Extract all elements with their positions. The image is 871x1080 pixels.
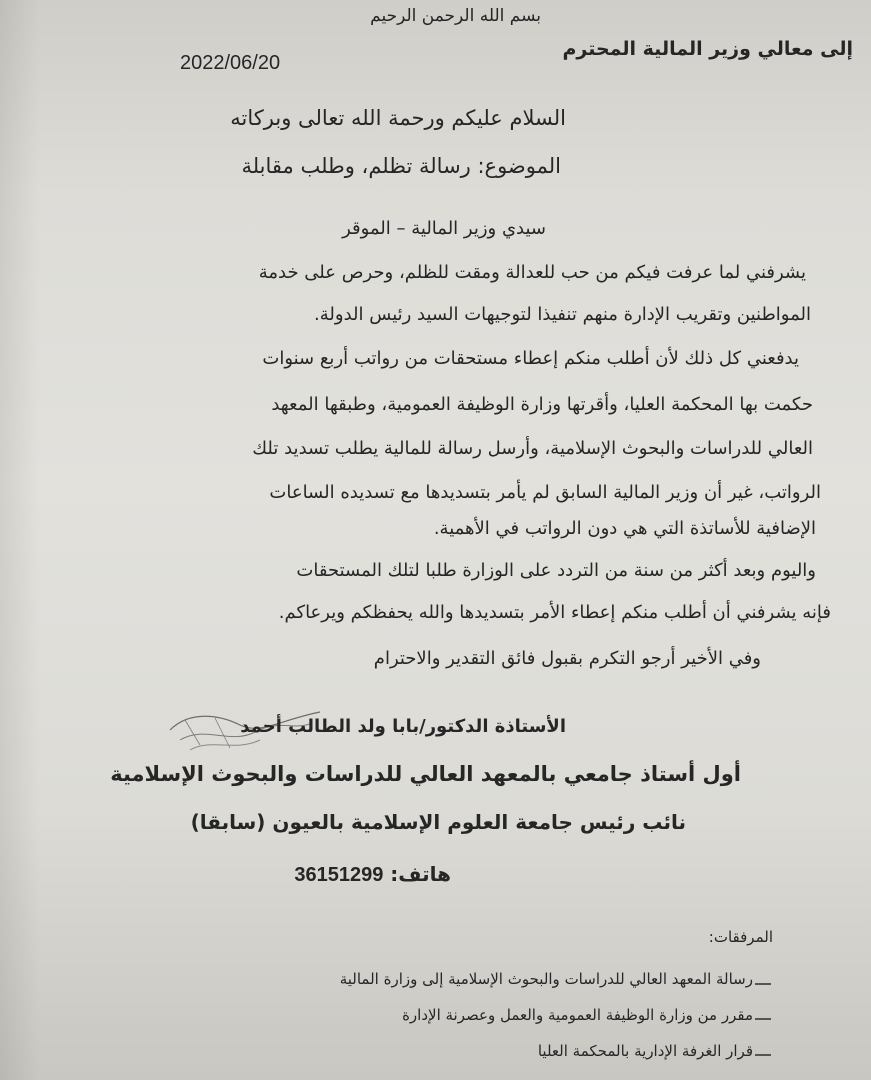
page-shadow bbox=[0, 0, 40, 1080]
attachment-bullet bbox=[755, 1054, 771, 1056]
attachment-item: قرار الغرفة الإدارية بالمحكمة العليا bbox=[537, 1042, 753, 1060]
subject-line: الموضوع: رسالة تظلم، وطلب مقابلة bbox=[241, 154, 561, 178]
phone-label: هاتف: bbox=[390, 862, 451, 886]
addressee: إلى معالي وزير المالية المحترم bbox=[562, 38, 853, 60]
paragraph-2-line-5: الإضافية للأساتذة التي هي دون الرواتب في الأهمية. bbox=[433, 518, 816, 539]
attachment-item: مقرر من وزارة الوظيفة العمومية والعمل وعصرنة الإدارة bbox=[402, 1006, 753, 1024]
signer-title-2: نائب رئيس جامعة العلوم الإسلامية بالعيون (سابقا) bbox=[190, 810, 686, 834]
paragraph-2-line-2: حكمت بها المحكمة العليا، وأقرتها وزارة الوظيفة العمومية، وطبقها المعهد bbox=[271, 394, 813, 415]
attachment-bullet bbox=[755, 983, 771, 985]
paragraph-3-line-2: فإنه يشرفني أن أطلب منكم إعطاء الأمر بتسديدها والله يحفظكم ويرعاكم. bbox=[278, 602, 831, 623]
attachment-bullet bbox=[755, 1018, 771, 1020]
paragraph-2-line-4: الرواتب، غير أن وزير المالية السابق لم يأمر بتسديدها مع تسديده الساعات bbox=[269, 482, 821, 503]
phone-line bbox=[294, 862, 451, 887]
signer-name: الأستاذة الدكتور/بابا ولد الطالب أحمد bbox=[240, 716, 566, 737]
phone-number: 36151299 bbox=[294, 864, 384, 886]
paragraph-2-line-3: العالي للدراسات والبحوث الإسلامية، وأرسل رسالة للمالية يطلب تسديد تلك bbox=[252, 438, 813, 459]
attachments-heading: المرفقات: bbox=[708, 928, 773, 946]
basmala: بسم الله الرحمن الرحيم bbox=[370, 6, 541, 26]
signer-title-1: أول أستاذ جامعي بالمعهد العالي للدراسات والبحوث الإسلامية bbox=[110, 762, 741, 786]
paragraph-1-line-2: المواطنين وتقريب الإدارة منهم تنفيذا لتوجيهات السيد رئيس الدولة. bbox=[314, 304, 811, 325]
salutation: سيدي وزير المالية – الموقر bbox=[342, 218, 546, 239]
closing-line: وفي الأخير أرجو التكرم بقبول فائق التقدير والاحترام bbox=[373, 648, 761, 669]
paragraph-1-line-1: يشرفني لما عرفت فيكم من حب للعدالة ومقت للظلم، وحرص على خدمة bbox=[258, 262, 806, 283]
letter-date: 2022/06/20 bbox=[180, 52, 281, 74]
paragraph-3-line-1: واليوم وبعد أكثر من سنة من التردد على الوزارة طلبا لتلك المستحقات bbox=[296, 560, 816, 581]
attachment-item: رسالة المعهد العالي للدراسات والبحوث الإسلامية إلى وزارة المالية bbox=[339, 970, 753, 988]
paragraph-2-line-1: يدفعني كل ذلك لأن أطلب منكم إعطاء مستحقات من رواتب أربع سنوات bbox=[262, 348, 799, 369]
greeting: السلام عليكم ورحمة الله تعالى وبركاته bbox=[230, 106, 566, 130]
